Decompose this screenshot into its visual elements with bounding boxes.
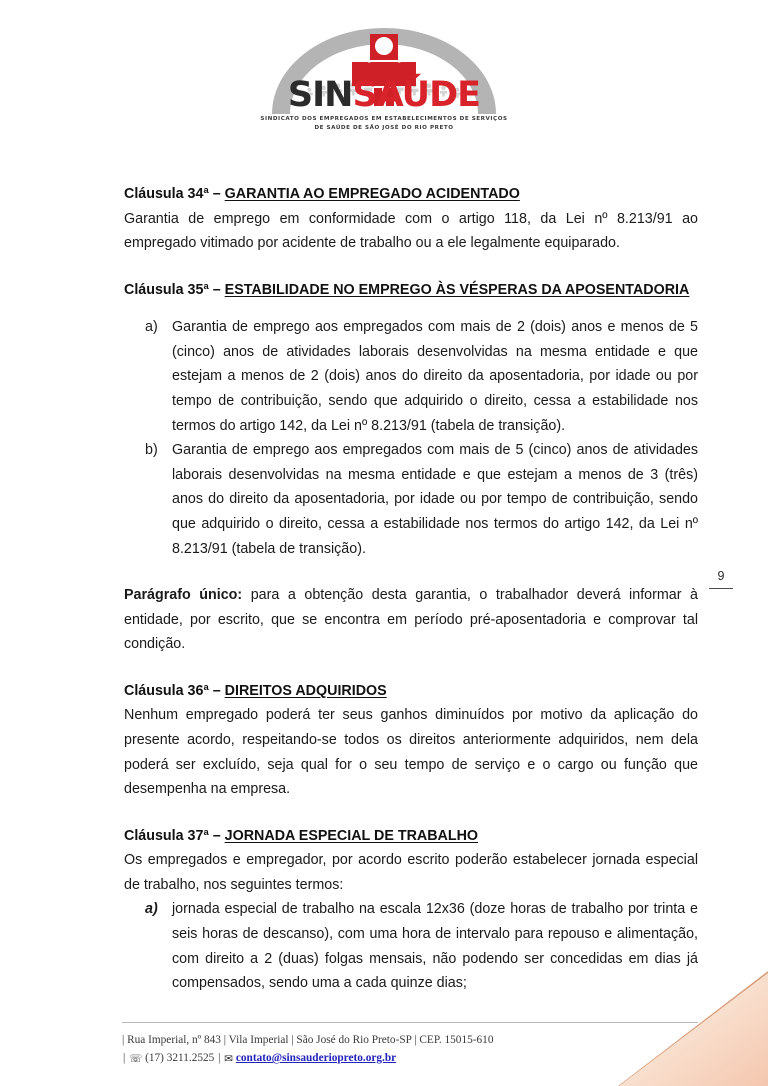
list-item-text: jornada especial de trabalho na escala 12x36 (doze horas de trabalho por trinta e seis horas de descanso), com uma hora de intervalo para repouso e alimentação, com direito a 2 (duas) folgas mensais, não podendo ser concedidas em dias já compensados, sendo uma a cada quinze dias; [172,901,698,992]
logo-wordmark [264,75,504,115]
logo-subtitle-line-1: SINDICATO DOS EMPREGADOS EM ESTABELECIMENTOS DE SERVIÇOS [260,116,508,122]
list-item [124,897,698,995]
spacer [124,657,698,679]
clause-35-heading [124,278,698,303]
clause-35-heading-title: ESTABILIDADE NO EMPREGO ÀS VÉSPERAS DA APOSENTADORIA [224,281,690,298]
footer-phone: (17) 3211.2525 [145,1052,215,1064]
logo-subtitle-line-2: DE SAÚDE DE SÃO JOSÉ DO RIO PRETO [314,124,454,131]
list-item-text: Garantia de emprego aos empregados com mais de 5 (cinco) anos de atividades laborais desenvolvidas na mesma entidade e que estejam a menos de 3 (três) anos do direito da aposentadoria, por idade ou por tempo de contribuição, sendo que adquirido o direito, cessa a estabilidade nos termos do artigo 142, da Lei nº 8.213/91 (tabela de transição). [172,442,698,557]
page-footer [122,1022,698,1068]
clause-36-section [124,679,698,802]
clause-35-section [124,278,698,657]
clause-37-list [124,897,698,995]
list-item-marker: a) [145,319,158,336]
envelope-icon: ✉ [224,1053,234,1065]
clause-34-heading-prefix: Cláusula 34ª – [124,186,225,202]
organization-logo [0,22,768,142]
list-item-marker: b) [145,442,158,459]
clause-37-heading-title: JORNADA ESPECIAL DE TRABALHO [224,827,479,844]
logo-subtitle [258,115,510,132]
logo-graphic [260,22,508,142]
clause-36-heading-prefix: Cláusula 36ª – [124,682,225,699]
footer-address-line: | Rua Imperial, nº 843 | Vila Imperial | São José do Rio Preto-SP | CEP. 15015-610 [122,1033,494,1046]
list-item-text: Garantia de emprego aos empregados com mais de 2 (dois) anos e menos de 5 (cinco) anos de atividades laborais desenvolvidas na mesma entidade e que estejam a menos de 2 (dois) anos do direito da aposentadoria, por idade ou por tempo de contribuição, sendo que adquirido o direito, cessa a estabilidade nos termos do artigo 142, da Lei nº 8.213/91 (tabela de transição). [172,319,698,434]
page-number-value: 9 [717,569,725,583]
clause-36-heading [124,679,698,704]
clause-37-heading [124,824,698,849]
clause-35-heading-prefix: Cláusula 35ª – [124,281,225,298]
spacer [124,256,698,278]
paragrafo-unico-text: para a obtenção desta garantia, o trabalhador deverá informar à entidade, por escrito, que se encontra em período pré-aposentadoria e comprovar tal condição. [124,587,698,653]
list-item [124,438,698,561]
clause-37-section [124,824,698,996]
document-body [124,182,698,996]
clause-35-list [124,315,698,561]
clause-34-body: Garantia de emprego em conformidade com o artigo 118, da Lei nº 8.213/91 ao empregado vitimado por acidente de trabalho ou a ele legalmente equiparado. [124,210,698,252]
clause-36-heading-title: DIREITOS ADQUIRIDOS [224,682,387,699]
list-item [124,315,698,438]
spacer [124,302,698,315]
clause-34-section [124,182,698,256]
footer-divider [122,1022,698,1023]
logo-word-sin: SIN [287,75,353,115]
clause-36-body: Nenhum empregado poderá ter seus ganhos diminuídos por motivo da aplicação do presente acordo, respeitando-se todos os direitos anteriormente adquiridos, nem dela poderá ser excluído, seja qual for o seu tempo de serviço e o cargo ou função que desempenha na empresa. [124,707,698,798]
clause-37-body: Os empregados e empregador, por acordo escrito poderão estabelecer jornada especial de trabalho, nos seguintes termos: [124,852,698,893]
paragrafo-unico-label: Parágrafo único: [124,587,243,604]
footer-contact-line [122,1049,698,1068]
logo-word-saude: SAÚDE [352,75,481,115]
footer-separator: | [123,1052,126,1064]
footer-separator: | [218,1052,221,1064]
spacer [124,561,698,583]
clause-35-paragrafo-unico [124,583,698,657]
clause-34-heading [124,182,698,207]
footer-email-link[interactable]: contato@sinsauderiopreto.org.br [235,1052,397,1064]
clause-34-heading-title: GARANTIA AO EMPREGADO ACIDENTADO [224,186,520,202]
clause-37-heading-prefix: Cláusula 37ª – [124,827,225,844]
spacer [124,802,698,824]
phone-icon: ☏ [129,1053,143,1065]
page-number-rule [709,588,733,590]
list-item-marker: a) [145,901,158,918]
page-number [706,570,736,589]
